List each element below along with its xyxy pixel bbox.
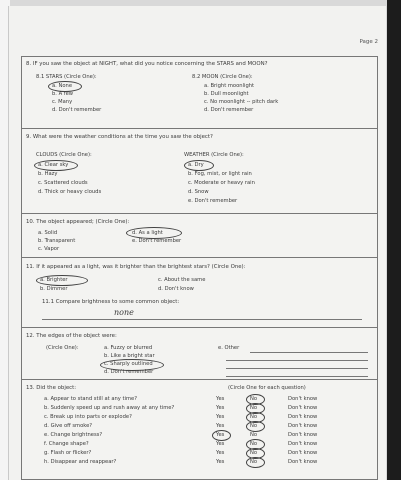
object-item-f: f. Change shape? [44, 441, 89, 447]
stars-option-b: b. A few [52, 91, 74, 97]
no-option: No [250, 414, 258, 420]
question-13-box [21, 379, 378, 480]
clouds-option-c: c. Scattered clouds [38, 180, 88, 186]
answer-circle [34, 160, 78, 171]
moon-option-b: b. Dull moonlight [204, 91, 249, 97]
appeared-option-e: e. Don't remember [132, 238, 182, 244]
edges-option-b: b. Like a bright star [104, 353, 155, 359]
scan-edge-right [387, 0, 401, 480]
clouds-option-a: a. Clear sky [38, 162, 69, 168]
other-line-4 [226, 376, 368, 377]
object-item-h: h. Disappear and reappear? [44, 459, 117, 465]
dont-know-option: Don't know [288, 423, 318, 429]
moon-option-a: a. Bright moonlight [204, 83, 255, 89]
dont-know-option: Don't know [288, 450, 318, 456]
edges-option-e: e. Other [218, 345, 240, 351]
stars-option-d: d. Don't remember [52, 107, 102, 113]
object-item-d: d. Give off smoke? [44, 423, 93, 429]
question-12-box [21, 327, 378, 381]
weather-option-e: e. Don't remember [188, 198, 238, 204]
stars-option-c: c. Many [52, 99, 73, 105]
object-item-g: g. Flash or flicker? [44, 450, 92, 456]
answer-line [42, 319, 362, 320]
answer-circle [246, 421, 265, 432]
appeared-option-b: b. Transparent [38, 238, 76, 244]
dont-know-option: Don't know [288, 441, 318, 447]
appeared-option-c: c. Vapor [38, 246, 60, 252]
dont-know-option: Don't know [288, 459, 318, 465]
weather-option-d: d. Snow [188, 189, 209, 195]
question-8-text: 8. IF you saw the object at NIGHT, what did you notice concerning the STARS and MOON? [26, 61, 268, 67]
other-line-1 [250, 352, 368, 353]
appeared-option-d: d. As a light [132, 230, 163, 236]
brightness-option-d: d. Don't know [158, 286, 194, 292]
dont-know-option: Don't know [288, 396, 318, 402]
circle-one-label: (Circle One): [46, 345, 79, 351]
object-item-a: a. Appear to stand still at any time? [44, 396, 137, 402]
answer-circle [246, 457, 265, 468]
yes-option: Yes [216, 450, 225, 456]
yes-option: Yes [216, 414, 225, 420]
moon-option-c: c. No moonlight -- pitch dark [204, 99, 279, 105]
stars-option-a: a. None [52, 83, 73, 89]
appeared-option-a: a. Solid [38, 230, 58, 236]
object-item-c: c. Break up into parts or explode? [44, 414, 132, 420]
edges-option-a: a. Fuzzy or blurred [104, 345, 153, 351]
other-line-2 [226, 360, 368, 361]
answer-circle [36, 275, 88, 286]
no-option: No [250, 423, 258, 429]
brightness-option-c: c. About the same [158, 277, 206, 283]
question-13-text: 13. Did the object: [26, 385, 77, 391]
weather-heading: WEATHER (Circle One): [184, 152, 244, 158]
clouds-option-d: d. Thick or heavy clouds [38, 189, 102, 195]
dont-know-option: Don't know [288, 432, 318, 438]
page-number: Page 2 [359, 39, 378, 45]
dont-know-option: Don't know [288, 405, 318, 411]
edges-option-c: c. Sharply outlined [104, 361, 153, 367]
yes-option: Yes [216, 459, 225, 465]
compare-brightness-label: 11.1 Compare brightness to some common object: [42, 299, 180, 305]
weather-option-b: b. Fog, mist, or light rain [188, 171, 252, 177]
no-option: No [250, 405, 258, 411]
answer-circle [184, 160, 214, 171]
moon-option-d: d. Don't remember [204, 107, 254, 113]
no-option: No [250, 432, 258, 438]
question-9-box [21, 128, 378, 215]
question-9-text: 9. What were the weather conditions at the time you saw the object? [26, 134, 213, 140]
weather-option-a: a. Dry [188, 162, 204, 168]
question-10-text: 10. The object appeared; (Circle One): [26, 219, 130, 225]
object-item-e: e. Change brightness? [44, 432, 103, 438]
weather-option-c: c. Moderate or heavy rain [188, 180, 255, 186]
no-option: No [250, 396, 258, 402]
yes-option: Yes [216, 432, 225, 438]
clouds-heading: CLOUDS (Circle One): [36, 152, 92, 158]
form-page [8, 6, 386, 480]
object-item-b: b. Suddenly speed up and rush away at any time? [44, 405, 175, 411]
stars-heading: 8.1 STARS (Circle One): [36, 74, 97, 80]
yes-option: Yes [216, 405, 225, 411]
yes-option: Yes [216, 441, 225, 447]
question-11-text: 11. If it appeared as a light, was it brighter than the brightest stars? (Circle One): [26, 264, 246, 270]
question-11-box [21, 257, 378, 329]
no-option: No [250, 441, 258, 447]
edges-option-d: d. Don't remember [104, 369, 154, 375]
no-option: No [250, 450, 258, 456]
answer-circle [212, 430, 231, 441]
handwritten-answer: none [114, 308, 134, 317]
no-option: No [250, 459, 258, 465]
question-12-text: 12. The edges of the object were: [26, 333, 117, 339]
question-8-box [21, 56, 378, 130]
moon-heading: 8.2 MOON (Circle One): [192, 74, 253, 80]
brightness-option-a: a. Brighter [40, 277, 68, 283]
yes-option: Yes [216, 396, 225, 402]
other-line-3 [226, 368, 368, 369]
question-13-instruction: (Circle One for each question) [228, 385, 306, 391]
dont-know-option: Don't know [288, 414, 318, 420]
brightness-option-b: b. Dimmer [40, 286, 68, 292]
yes-option: Yes [216, 423, 225, 429]
question-10-box [21, 213, 378, 259]
clouds-option-b: b. Hazy [38, 171, 58, 177]
